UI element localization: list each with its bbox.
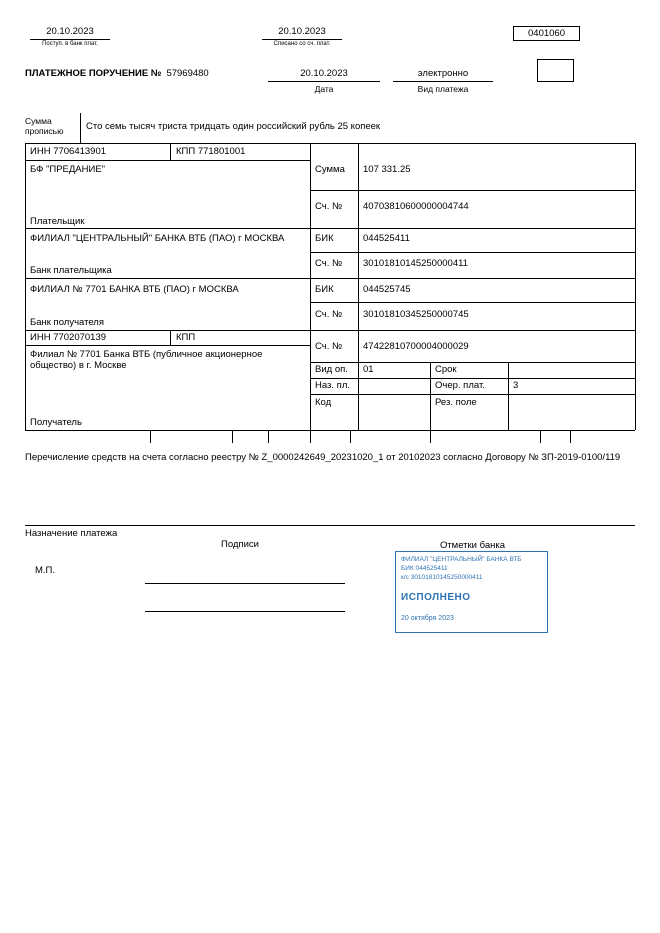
payer-bank-label: Банк плательщика	[30, 265, 112, 276]
signatures-label: Подписи	[221, 539, 259, 550]
table-line-payer	[25, 228, 635, 229]
form-code-box: 0401060	[513, 26, 580, 41]
payment-kind: электронно	[417, 68, 469, 79]
signature-line-1	[145, 583, 345, 584]
table-divider-main	[310, 143, 311, 430]
payee-bank-acc-label: Сч. №	[315, 309, 343, 320]
tax-row-tick	[350, 431, 351, 443]
payer-bank-bik: 044525411	[363, 233, 410, 244]
op-kind-value: 01	[363, 364, 374, 375]
payee-bank-bik-label: БИК	[315, 284, 334, 295]
code-label: Код	[315, 397, 332, 408]
title-label: ПЛАТЕЖНОЕ ПОРУЧЕНИЕ №	[25, 68, 162, 79]
tax-row-tick	[310, 431, 311, 443]
table-line-bottom	[25, 430, 635, 431]
payment-purpose-label: Назначение платежа	[25, 528, 118, 539]
amount-value: 107 331.25	[363, 164, 411, 175]
payment-purpose-text: Перечисление средств на счета согласно реестру № Z_0000242649_20231020_1 от 20102023 согласно Договору № ЗП-2019-0100/119	[25, 452, 621, 463]
tax-row-tick	[150, 431, 151, 443]
status-code-box	[537, 59, 574, 82]
bank-execution-stamp	[395, 551, 548, 633]
received-date: 20.10.2023	[46, 26, 94, 37]
payer-bank-acc-label: Сч. №	[315, 258, 343, 269]
amount-words-label-line1: Сумма	[25, 116, 52, 126]
payer-bank-name: ФИЛИАЛ "ЦЕНТРАЛЬНЫЙ" БАНКА ВТБ (ПАО) г МОСКВА	[30, 233, 285, 244]
received-date-underline	[30, 39, 110, 40]
amount-words-divider	[80, 113, 81, 143]
table-line-inn-payee	[25, 345, 310, 346]
tax-row-tick	[570, 431, 571, 443]
table-line-payee-bank	[25, 330, 635, 331]
payee-account-value: 47422810700004000029	[363, 341, 469, 352]
document-number: 57969480	[166, 68, 209, 79]
document-date: 20.10.2023	[300, 68, 348, 79]
tax-row-tick	[430, 431, 431, 443]
stamp-place-label: М.П.	[35, 565, 56, 576]
stamp-status: ИСПОЛНЕНО	[401, 592, 471, 604]
payer-inn: ИНН 7706413901	[30, 146, 107, 157]
payee-bank-label: Банк получателя	[30, 317, 104, 328]
debited-date: 20.10.2023	[278, 26, 326, 37]
signature-line-2	[145, 611, 345, 612]
payment-kind-label: Вид платежа	[417, 84, 469, 94]
stamp-bik: БИК 044525411	[401, 564, 448, 572]
payer-kpp: КПП 771801001	[176, 146, 246, 157]
document-title	[25, 68, 209, 79]
payer-account-label: Сч. №	[315, 201, 343, 212]
payer-label: Плательщик	[30, 216, 85, 227]
payee-label: Получатель	[30, 417, 82, 428]
table-divider-op-term	[430, 362, 431, 430]
stamp-corr-account: к/с 30101810145250000411	[401, 573, 483, 581]
table-line-inn-payer	[25, 160, 310, 161]
reserve-field-label: Рез. поле	[435, 397, 477, 408]
payee-bank-acc: 30101810345250000745	[363, 309, 469, 320]
stamp-bank-name: ФИЛИАЛ "ЦЕНТРАЛЬНЫЙ" БАНКА ВТБ	[401, 556, 522, 563]
priority-value: 3	[513, 380, 519, 391]
payment-kind-underline	[393, 81, 493, 82]
term-label: Срок	[435, 364, 457, 375]
payee-inn: ИНН 7702070139	[30, 332, 107, 343]
amount-label: Сумма	[315, 164, 345, 175]
debited-date-underline	[262, 39, 342, 40]
table-divider-inn-kpp-2	[170, 330, 171, 345]
table-divider-label-value	[358, 143, 359, 430]
tax-row-tick	[268, 431, 269, 443]
priority-label: Очер. плат.	[435, 380, 485, 391]
received-date-label: Поступ. в банк плат.	[42, 41, 98, 47]
document-date-label: Дата	[314, 84, 334, 94]
payer-bank-acc: 30101810145250000411	[363, 258, 468, 269]
table-line-payer-bank	[25, 278, 635, 279]
table-divider-inn-kpp-1	[170, 143, 171, 160]
payer-name: БФ "ПРЕДАНИЕ"	[30, 164, 106, 175]
table-border-right	[635, 143, 636, 430]
op-kind-label: Вид оп.	[315, 364, 348, 375]
amount-words-text: Сто семь тысяч триста тридцать один российский рубль 25 копеек	[86, 121, 381, 132]
amount-words-label-line2: прописью	[25, 126, 64, 136]
payer-bank-bik-label: БИК	[315, 233, 334, 244]
tax-row-tick	[232, 431, 233, 443]
tax-row-tick	[540, 431, 541, 443]
payee-bank-name: ФИЛИАЛ № 7701 БАНКА ВТБ (ПАО) г МОСКВА	[30, 284, 239, 295]
purpose-underline	[25, 525, 635, 526]
purpose-code-label: Наз. пл.	[315, 380, 350, 391]
payee-bank-bik: 044525745	[363, 284, 411, 295]
payee-kpp: КПП	[176, 332, 196, 343]
stamp-date: 20 октября 2023	[401, 615, 454, 623]
bank-marks-label: Отметки банка	[439, 540, 506, 551]
table-border-left	[25, 143, 26, 430]
table-divider-term-value	[508, 362, 509, 430]
payee-name: Филиал № 7701 Банка ВТБ (публичное акционерное общество) в г. Москве	[30, 349, 263, 372]
debited-date-label: Списано со сч. плат.	[273, 41, 331, 47]
payee-account-label: Сч. №	[315, 341, 343, 352]
table-line-top	[25, 143, 635, 144]
payer-account-value: 40703810600000004744	[363, 201, 469, 212]
document-date-underline	[268, 81, 380, 82]
